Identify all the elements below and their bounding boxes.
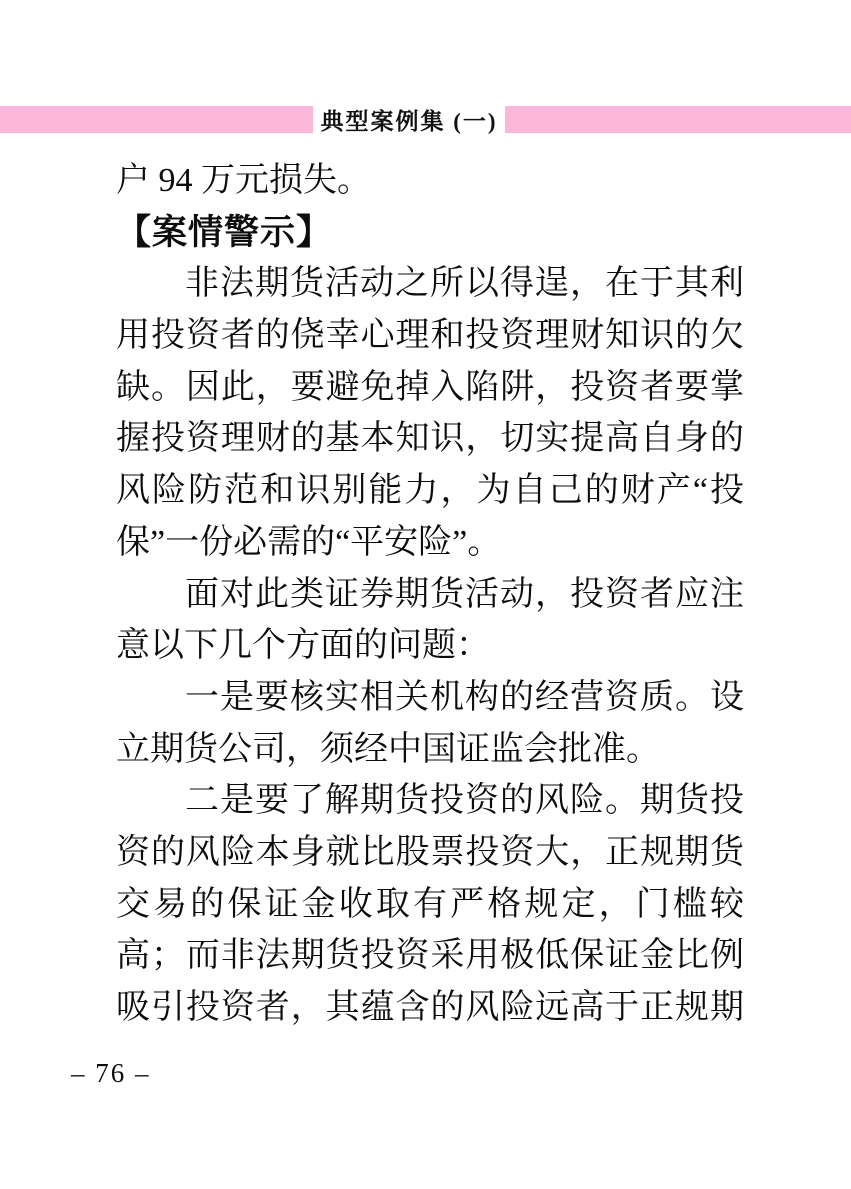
text-line: 高；而非法期货投资采用极低保证金比例 — [116, 937, 744, 975]
page-footer — [71, 1058, 151, 1089]
text-line: 意以下几个方面的问题： — [116, 627, 490, 665]
text-line: 一是要核实相关机构的经营资质。设 — [185, 678, 744, 716]
section-heading: 【案情警示】 — [116, 212, 333, 252]
text-line: 风险防范和识别能力，为自己的财产“投 — [116, 472, 744, 510]
text-line: 缺。因此，要避免掉入陷阱，投资者要掌 — [116, 368, 744, 406]
text-line: 立期货公司，须经中国证监会批准。 — [116, 730, 660, 768]
page-number: – 76 – — [71, 1058, 151, 1088]
text-line: 用投资者的侥幸心理和投资理财知识的欠 — [116, 317, 744, 355]
text-line: 面对此类证券期货活动，投资者应注 — [185, 575, 744, 613]
text-line: 交易的保证金收取有严格规定，门槛较 — [116, 885, 744, 923]
header-rule-right — [505, 106, 851, 133]
running-head-title: 典型案例集 (一) — [320, 109, 498, 134]
text-line: 握投资理财的基本知识，切实提高自身的 — [116, 420, 744, 458]
text-line: 非法期货活动之所以得逞，在于其利 — [185, 265, 744, 303]
text-line: 保”一份必需的“平安险”。 — [116, 523, 502, 561]
text-line: 吸引投资者，其蕴含的风险远高于正规期 — [116, 989, 744, 1026]
header-rule-left — [0, 106, 313, 133]
body-text — [116, 155, 744, 1034]
text-line: 二是要了解期货投资的风险。期货投 — [185, 782, 744, 820]
text-line: 户 94 万元损失。 — [116, 162, 371, 199]
text-line: 资的风险本身就比股票投资大，正规期货 — [116, 833, 744, 871]
